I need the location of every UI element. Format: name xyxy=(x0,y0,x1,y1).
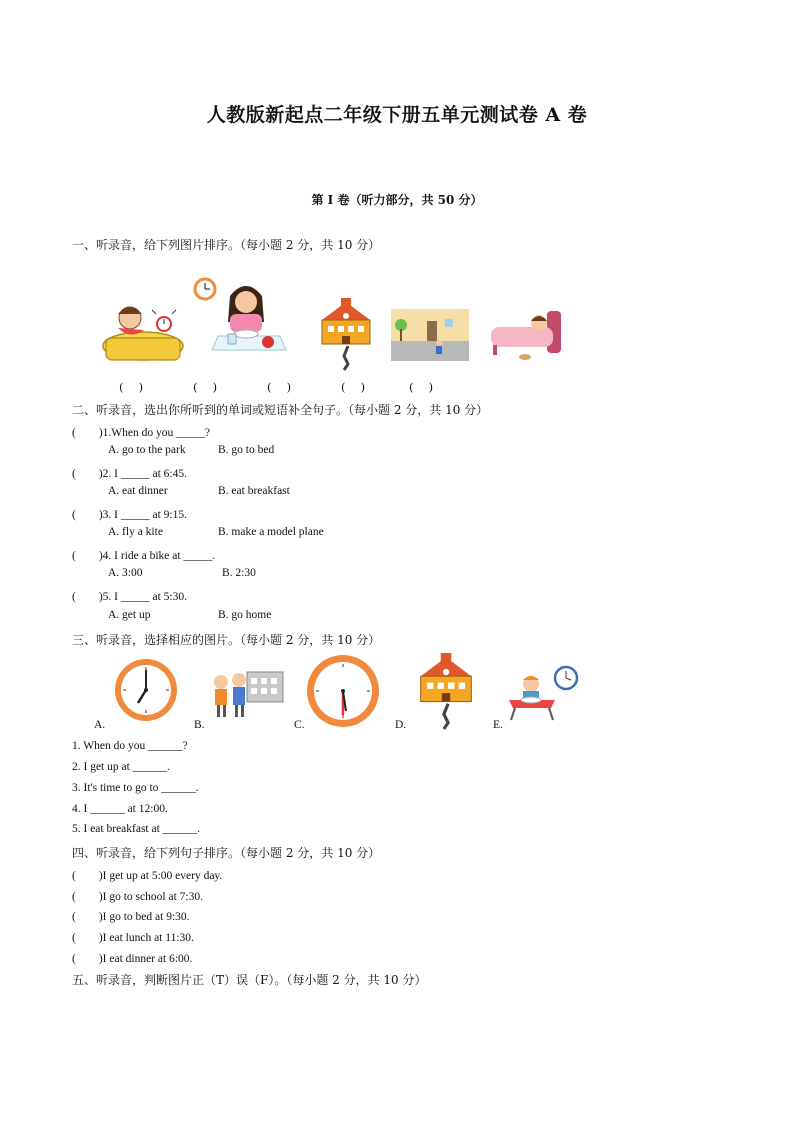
section-4-heading: 四、听录音，给下列句子排序。（每小题 2 分，共 10 分） xyxy=(72,846,381,860)
picture-clock-seven xyxy=(113,657,179,723)
question-line: ( )4. I ride a bike at _____. xyxy=(72,550,216,562)
picture-school xyxy=(318,298,374,370)
question-line: 5. I eat breakfast at ______. xyxy=(72,823,201,835)
option-a: A. eat dinner xyxy=(108,485,168,497)
picture-label: A. xyxy=(94,719,106,731)
option-b: B. 2:30 xyxy=(222,567,256,579)
question-line: 3. It's time to go to ______. xyxy=(72,782,199,794)
sentence-line: ( )I get up at 5:00 every day. xyxy=(72,870,223,882)
option-b: B. go home xyxy=(218,609,272,621)
question-line: ( )5. I _____ at 5:30. xyxy=(72,591,187,603)
picture-girl-waking-up xyxy=(98,294,188,366)
sentence-line: ( )I go to school at 7:30. xyxy=(72,891,203,903)
picture-school-building xyxy=(416,653,476,729)
question-line: ( )2. I _____ at 6:45. xyxy=(72,468,187,480)
picture-label: B. xyxy=(194,719,205,731)
sentence-line: ( )I eat lunch at 11:30. xyxy=(72,932,194,944)
option-b: B. make a model plane xyxy=(218,526,324,538)
picture-clock-six-thirty xyxy=(305,653,381,729)
picture-going-home xyxy=(391,309,469,361)
option-a: A. fly a kite xyxy=(108,526,163,538)
option-a: A. 3:00 xyxy=(108,567,143,579)
section-3-heading: 三、听录音，选择相应的图片。（每小题 2 分，共 10 分） xyxy=(72,633,381,647)
option-a: A. go to the park xyxy=(108,444,186,456)
section-1-heading: 一、听录音，给下列图片排序。（每小题 2 分，共 10 分） xyxy=(72,238,381,252)
picture-girl-sleeping xyxy=(487,305,565,363)
section-5-heading: 五、听录音，判断图片正（T）误（F）。（每小题 2 分，共 10 分） xyxy=(72,973,427,987)
order-blank[interactable]: ( ) xyxy=(341,380,366,394)
question-line: 4. I ______ at 12:00. xyxy=(72,803,168,815)
question-line: 1. When do you ______? xyxy=(72,740,188,752)
picture-girl-eating-breakfast xyxy=(192,276,287,356)
paper-subtitle: 第 I 卷（听力部分，共 50 分） xyxy=(311,193,483,207)
option-b: B. eat breakfast xyxy=(218,485,290,497)
question-line: ( )3. I _____ at 9:15. xyxy=(72,509,187,521)
option-b: B. go to bed xyxy=(218,444,275,456)
picture-child-eating xyxy=(507,664,581,722)
picture-label: E. xyxy=(493,719,503,731)
option-a: A. get up xyxy=(108,609,151,621)
order-blank[interactable]: ( ) xyxy=(409,380,434,394)
section-2-heading: 二、听录音，选出你所听到的单词或短语补全句子。（每小题 2 分，共 10 分） xyxy=(72,403,489,417)
question-line: 2. I get up at ______. xyxy=(72,761,171,773)
order-blank[interactable]: ( ) xyxy=(193,380,218,394)
order-blank[interactable]: ( ) xyxy=(119,380,144,394)
sentence-line: ( )I go to bed at 9:30. xyxy=(72,911,190,923)
picture-label: C. xyxy=(294,719,305,731)
order-blank[interactable]: ( ) xyxy=(267,380,292,394)
sentence-line: ( )I eat dinner at 6:00. xyxy=(72,953,193,965)
picture-children-school xyxy=(205,668,283,720)
picture-label: D. xyxy=(395,719,407,731)
question-line: ( )1.When do you _____? xyxy=(72,427,210,439)
page-title: 人教版新起点二年级下册五单元测试卷 A 卷 xyxy=(206,104,588,126)
